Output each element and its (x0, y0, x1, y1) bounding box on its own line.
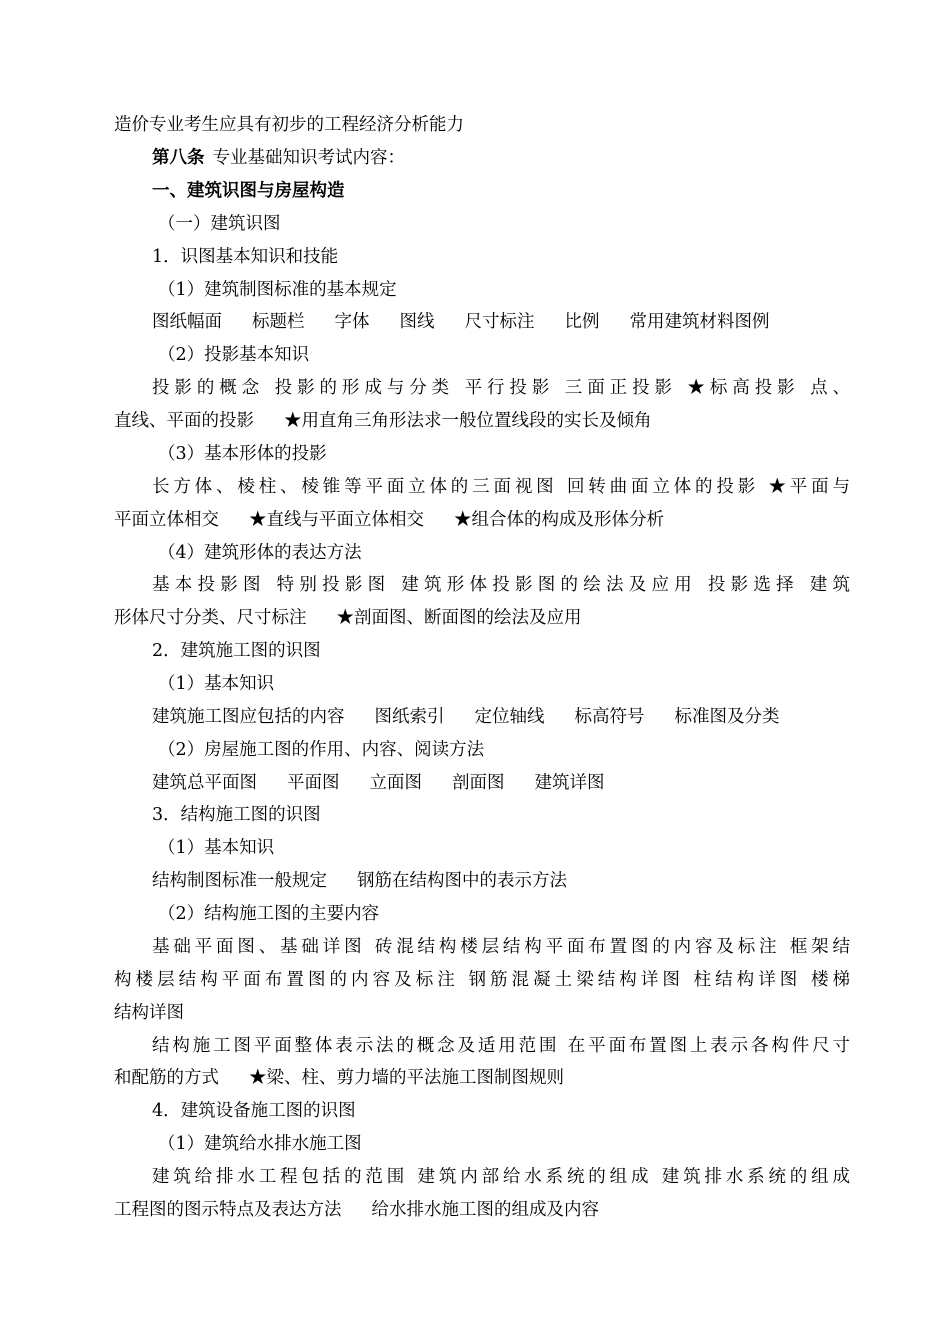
article-heading (152, 142, 850, 175)
subitem-heading: （1）基本知识 (158, 838, 275, 858)
topic-list: 基础平面图、基础详图 砖混结构楼层结构平面布置图的内容及标注 框架结 (152, 937, 850, 957)
topic-list: 建筑施工图应包括的内容 图纸索引 定位轴线 标高符号 标准图及分类 (152, 707, 780, 727)
topic-list: 图纸幅面 标题栏 字体 图线 尺寸标注 比例 常用建筑材料图例 (152, 312, 770, 332)
text-line: 造价专业考生应具有初步的工程经济分析能力 (114, 115, 464, 135)
topic-list: 形体尺寸分类、尺寸标注 ★剖面图、断面图的绘法及应用 (114, 608, 582, 628)
section-heading: 一、建筑识图与房屋构造 (152, 181, 345, 201)
topic-list: 建筑总平面图 平面图 立面图 剖面图 建筑详图 (152, 773, 605, 793)
topic-list: 建筑给排水工程包括的范围 建筑内部给水系统的组成 建筑排水系统的组成 (152, 1167, 850, 1187)
topic-list: 投影的概念 投影的形成与分类 平行投影 三面正投影 ★标高投影 点、 (152, 378, 850, 398)
topic-list: 和配筋的方式 ★梁、柱、剪力墙的平法施工图制图规则 (114, 1068, 564, 1088)
subitem-heading: （3）基本形体的投影 (158, 444, 327, 464)
subitem-heading: （1）基本知识 (158, 674, 275, 694)
article-title: 专业基础知识考试内容： (212, 148, 405, 168)
text-line: 结构详图 (114, 1003, 184, 1023)
subitem-heading: （1）建筑制图标准的基本规定 (158, 280, 397, 300)
subitem-heading: （1）建筑给水排水施工图 (158, 1134, 362, 1154)
item-heading: 3．结构施工图的识图 (152, 805, 321, 825)
topic-list: 结构施工图平面整体表示法的概念及适用范围 在平面布置图上表示各构件尺寸 (152, 1036, 850, 1056)
topic-list: 平面立体相交 ★直线与平面立体相交 ★组合体的构成及形体分析 (114, 510, 664, 530)
item-heading: 1．识图基本知识和技能 (152, 247, 339, 267)
subitem-heading: （4）建筑形体的表达方法 (158, 543, 362, 563)
topic-list: 工程图的图示特点及表达方法 给水排水施工图的组成及内容 (114, 1200, 599, 1220)
topic-list: 基本投影图 特别投影图 建筑形体投影图的绘法及应用 投影选择 建筑 (152, 575, 850, 595)
subitem-heading: （2）结构施工图的主要内容 (158, 904, 380, 924)
topic-list: 长方体、棱柱、棱锥等平面立体的三面视图 回转曲面立体的投影 ★平面与 (152, 477, 850, 497)
topic-list: 结构制图标准一般规定 钢筋在结构图中的表示方法 (152, 871, 567, 891)
item-heading: 4．建筑设备施工图的识图 (152, 1101, 356, 1121)
subitem-heading: （2）投影基本知识 (158, 345, 310, 365)
topic-list: 构楼层结构平面布置图的内容及标注 钢筋混凝土梁结构详图 柱结构详图 楼梯 (114, 970, 851, 990)
item-heading: 2．建筑施工图的识图 (152, 641, 321, 661)
article-number: 第八条 (152, 148, 205, 168)
topic-list: 直线、平面的投影 ★用直角三角形法求一般位置线段的实长及倾角 (114, 411, 652, 431)
subsection-heading: （一）建筑识图 (158, 214, 281, 234)
subitem-heading: （2）房屋施工图的作用、内容、阅读方法 (158, 740, 485, 760)
